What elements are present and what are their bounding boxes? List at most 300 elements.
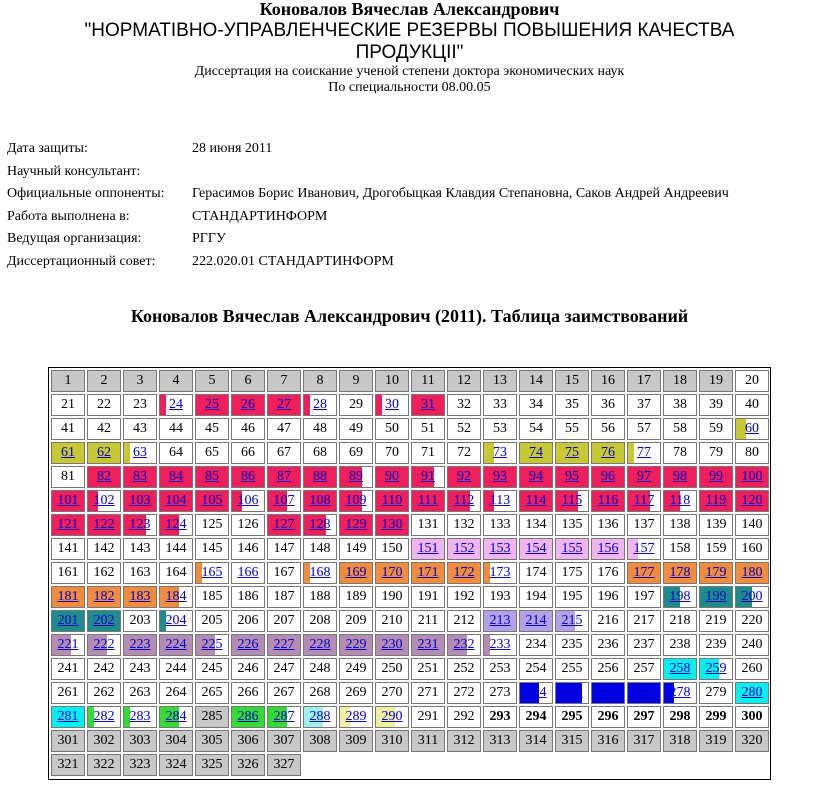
page-link[interactable]: 232	[453, 637, 475, 652]
page-number: 71	[421, 445, 435, 460]
page-link[interactable]: 100	[741, 469, 763, 484]
page-cell-144	[159, 538, 193, 560]
page-cell-310	[375, 730, 409, 752]
page-link[interactable]: 115	[561, 493, 583, 508]
page-cell-88	[303, 466, 337, 488]
page-link[interactable]: 85	[205, 469, 219, 484]
page-cell-19	[699, 370, 733, 392]
page-link[interactable]: 290	[381, 709, 403, 724]
page-link[interactable]: 289	[345, 709, 367, 724]
page-link[interactable]: 213	[489, 613, 511, 628]
page-cell-196	[591, 586, 625, 608]
page-link[interactable]: 112	[453, 493, 475, 508]
page-number: 52	[457, 421, 471, 436]
info-row-organization	[7, 206, 732, 229]
page-link[interactable]: 178	[669, 565, 691, 580]
page-number: 48	[313, 421, 327, 436]
page-link[interactable]: 151	[417, 541, 439, 556]
page-cell-47	[267, 418, 301, 440]
page-link[interactable]: 61	[61, 445, 75, 460]
page-cell-11	[411, 370, 445, 392]
page-link[interactable]: 259	[705, 661, 727, 676]
page-number: 319	[705, 733, 727, 748]
page-cell-282	[87, 706, 121, 728]
page-cell-276	[591, 682, 625, 704]
page-cell-239	[699, 634, 733, 656]
page-cell-177	[627, 562, 661, 584]
page-cell-268	[303, 682, 337, 704]
page-cell-101	[51, 490, 85, 512]
page-link[interactable]: 120	[741, 493, 763, 508]
page-cell-212	[447, 610, 481, 632]
page-link[interactable]: 113	[489, 493, 511, 508]
page-link[interactable]: 62	[97, 445, 111, 460]
page-cell-280	[735, 682, 769, 704]
page-cell-215	[555, 610, 589, 632]
page-number: 143	[129, 541, 151, 556]
page-link[interactable]: 106	[237, 493, 259, 508]
page-link[interactable]: 173	[489, 565, 511, 580]
page-cell-161	[51, 562, 85, 584]
page-number: 35	[565, 397, 579, 412]
page-cell-321	[51, 754, 85, 776]
page-link[interactable]: 154	[525, 541, 547, 556]
page-number: 308	[309, 733, 331, 748]
page-cell-275	[555, 682, 589, 704]
page-link[interactable]: 91	[421, 469, 435, 484]
page-number: 262	[93, 685, 115, 700]
page-link[interactable]: 258	[669, 661, 691, 676]
page-cell-180	[735, 562, 769, 584]
page-cell-258	[663, 658, 697, 680]
page-cell-214	[519, 610, 553, 632]
page-link[interactable]: 92	[457, 469, 471, 484]
page-link[interactable]: 182	[93, 589, 115, 604]
page-link[interactable]: 153	[489, 541, 511, 556]
page-link[interactable]: 90	[385, 469, 399, 484]
page-link[interactable]: 172	[453, 565, 475, 580]
page-cell-224	[159, 634, 193, 656]
page-cell-104	[159, 490, 193, 512]
page-link[interactable]: 278	[669, 685, 691, 700]
page-cell-201	[51, 610, 85, 632]
page-link[interactable]: 222	[93, 637, 115, 652]
page-link[interactable]: 76	[601, 445, 615, 460]
page-cell-244	[159, 658, 193, 680]
page-link[interactable]: 184	[165, 589, 187, 604]
page-link[interactable]: 31	[421, 397, 435, 412]
info-label: Ведущая организация:	[7, 231, 142, 247]
page-cell-293	[483, 706, 517, 728]
page-link[interactable]: 280	[741, 685, 763, 700]
page-link[interactable]: 96	[601, 469, 615, 484]
page-link[interactable]: 287	[273, 709, 295, 724]
page-cell-147	[267, 538, 301, 560]
info-value: 222.020.01 СТАНДАРТИНФОРМ	[192, 253, 394, 269]
page-link[interactable]: 95	[565, 469, 579, 484]
page-cell-304	[159, 730, 193, 752]
page-cell-186	[231, 586, 265, 608]
page-link[interactable]: 74	[529, 445, 543, 460]
page-cell-229	[339, 634, 373, 656]
info-value: РГГУ	[192, 231, 226, 247]
page-number: 140	[741, 517, 763, 532]
page-cell-31	[411, 394, 445, 416]
page-cell-55	[555, 418, 589, 440]
page-number: 46	[241, 421, 255, 436]
page-link[interactable]: 30	[385, 397, 399, 412]
page-cell-185	[195, 586, 229, 608]
page-cell-61	[51, 442, 85, 464]
page-cell-228	[303, 634, 337, 656]
page-link[interactable]: 181	[57, 589, 79, 604]
page-link[interactable]: 130	[381, 517, 403, 532]
info-label: Официальные оппоненты:	[7, 186, 165, 202]
page-cell-169	[339, 562, 373, 584]
page-cell-106	[231, 490, 265, 512]
page-cell-152	[447, 538, 481, 560]
page-link[interactable]: 170	[381, 565, 403, 580]
page-cell-138	[663, 514, 697, 536]
page-cell-191	[411, 586, 445, 608]
page-link[interactable]: 27	[277, 397, 291, 412]
page-cell-73	[483, 442, 517, 464]
page-cell-64	[159, 442, 193, 464]
page-link[interactable]: 227	[273, 637, 295, 652]
page-cell-326	[231, 754, 265, 776]
page-number: 327	[273, 757, 295, 772]
page-link[interactable]: 98	[673, 469, 687, 484]
page-number: 64	[169, 445, 183, 460]
page-link[interactable]: 24	[169, 397, 183, 412]
page-cell-38	[663, 394, 697, 416]
page-number: 307	[273, 733, 295, 748]
page-link[interactable]: 169	[345, 565, 367, 580]
page-link[interactable]: 228	[309, 637, 331, 652]
page-number: 12	[457, 373, 471, 388]
page-link[interactable]: 204	[165, 613, 187, 628]
page-link[interactable]: 86	[241, 469, 255, 484]
page-number: 304	[165, 733, 187, 748]
page-cell-77	[627, 442, 661, 464]
page-link[interactable]: 73	[493, 445, 507, 460]
page-link[interactable]: 288	[309, 709, 331, 724]
page-cell-173	[483, 562, 517, 584]
page-number: 40	[745, 397, 759, 412]
page-number: 160	[741, 541, 763, 556]
page-link[interactable]: 201	[57, 613, 79, 628]
page-number: 326	[237, 757, 259, 772]
page-link[interactable]: 284	[165, 709, 187, 724]
page-cell-165	[195, 562, 229, 584]
page-link[interactable]: 224	[165, 637, 187, 652]
page-cell-25	[195, 394, 229, 416]
page-link[interactable]: 127	[273, 517, 295, 532]
page-number: 133	[489, 517, 511, 532]
page-cell-207	[267, 610, 301, 632]
page-link[interactable]: 168	[309, 565, 331, 580]
page-link[interactable]: 281	[57, 709, 79, 724]
page-link[interactable]: 166	[237, 565, 259, 580]
page-link[interactable]: 221	[57, 637, 79, 652]
page-cell-286	[231, 706, 265, 728]
page-number: 207	[273, 613, 295, 628]
page-number: 244	[165, 661, 187, 676]
page-link[interactable]: 104	[165, 493, 187, 508]
page-cell-295	[555, 706, 589, 728]
defense-info	[7, 138, 732, 273]
page-link[interactable]: 223	[129, 637, 151, 652]
page-link[interactable]: 277	[633, 685, 655, 700]
page-link[interactable]: 231	[417, 637, 439, 652]
page-number: 216	[597, 613, 619, 628]
page-number: 131	[417, 517, 439, 532]
page-cell-29	[339, 394, 373, 416]
page-link[interactable]: 179	[705, 565, 727, 580]
page-number: 188	[309, 589, 331, 604]
page-number: 195	[561, 589, 583, 604]
page-number: 219	[705, 613, 727, 628]
info-table	[7, 138, 732, 273]
page-link[interactable]: 183	[129, 589, 151, 604]
page-link[interactable]: 111	[418, 493, 438, 508]
page-cell-145	[195, 538, 229, 560]
page-link[interactable]: 233	[489, 637, 511, 652]
page-number: 245	[201, 661, 223, 676]
page-link[interactable]: 157	[633, 541, 655, 556]
page-cell-134	[519, 514, 553, 536]
page-link[interactable]: 226	[237, 637, 259, 652]
page-link[interactable]: 276	[597, 685, 619, 700]
page-cell-78	[663, 442, 697, 464]
page-cell-194	[519, 586, 553, 608]
info-value: Герасимов Борис Иванович, Дрогобыцкая Клавдия Степановна, Саков Андрей Андреевич	[192, 186, 729, 202]
page-number: 135	[561, 517, 583, 532]
page-link[interactable]: 118	[669, 493, 691, 508]
page-link[interactable]: 114	[525, 493, 547, 508]
page-cell-327	[267, 754, 301, 776]
page-link[interactable]: 165	[201, 565, 223, 580]
page-link[interactable]: 116	[597, 493, 619, 508]
page-cell-109	[339, 490, 373, 512]
page-cell-34	[519, 394, 553, 416]
page-cell-267	[267, 682, 301, 704]
page-number: 265	[201, 685, 223, 700]
page-link[interactable]: 198	[669, 589, 691, 604]
page-link[interactable]: 87	[277, 469, 291, 484]
page-number: 44	[169, 421, 183, 436]
page-number: 149	[345, 541, 367, 556]
page-link[interactable]: 63	[133, 445, 147, 460]
page-cell-18	[663, 370, 697, 392]
page-link[interactable]: 129	[345, 517, 367, 532]
page-number: 65	[205, 445, 219, 460]
page-number: 300	[741, 709, 763, 724]
page-link[interactable]: 128	[309, 517, 331, 532]
page-cell-16	[591, 370, 625, 392]
page-number: 41	[61, 421, 75, 436]
page-link[interactable]: 84	[169, 469, 183, 484]
page-number: 34	[529, 397, 543, 412]
page-cell-121	[51, 514, 85, 536]
page-link[interactable]: 121	[57, 517, 79, 532]
page-number: 37	[637, 397, 651, 412]
page-cell-318	[663, 730, 697, 752]
page-cell-287	[267, 706, 301, 728]
page-link[interactable]: 124	[165, 517, 187, 532]
page-cell-105	[195, 490, 229, 512]
page-cell-299	[699, 706, 733, 728]
page-cell-153	[483, 538, 517, 560]
page-cell-23	[123, 394, 157, 416]
page-cell-139	[699, 514, 733, 536]
page-number: 301	[57, 733, 79, 748]
page-link[interactable]: 109	[345, 493, 367, 508]
page-cell-92	[447, 466, 481, 488]
page-link[interactable]: 75	[565, 445, 579, 460]
page-link[interactable]: 225	[201, 637, 223, 652]
page-link[interactable]: 107	[273, 493, 295, 508]
page-link[interactable]: 155	[561, 541, 583, 556]
page-link[interactable]: 156	[597, 541, 619, 556]
page-cell-243	[123, 658, 157, 680]
page-cell-46	[231, 418, 265, 440]
page-cell-246	[231, 658, 265, 680]
page-link[interactable]: 286	[237, 709, 259, 724]
page-link[interactable]: 202	[93, 613, 115, 628]
page-cell-96	[591, 466, 625, 488]
page-number: 218	[669, 613, 691, 628]
page-link[interactable]: 99	[709, 469, 723, 484]
page-number: 17	[637, 373, 651, 388]
page-cell-211	[411, 610, 445, 632]
page-link[interactable]: 180	[741, 565, 763, 580]
author-name: Коновалов Вячеслав Александрович	[259, 0, 560, 19]
page-cell-251	[411, 658, 445, 680]
page-link[interactable]: 102	[93, 493, 115, 508]
page-cell-182	[87, 586, 121, 608]
page-number: 261	[57, 685, 79, 700]
page-number: 51	[421, 421, 435, 436]
page-cell-259	[699, 658, 733, 680]
page-cell-203	[123, 610, 157, 632]
page-cell-235	[555, 634, 589, 656]
page-number: 174	[525, 565, 547, 580]
page-cell-43	[123, 418, 157, 440]
page-link[interactable]: 25	[205, 397, 219, 412]
page-number: 257	[633, 661, 655, 676]
page-number: 134	[525, 517, 547, 532]
page-cell-307	[267, 730, 301, 752]
page-cell-319	[699, 730, 733, 752]
page-cell-219	[699, 610, 733, 632]
page-link[interactable]: 60	[745, 421, 759, 436]
page-cell-54	[519, 418, 553, 440]
page-number: 252	[453, 661, 475, 676]
page-number: 209	[345, 613, 367, 628]
page-number: 250	[381, 661, 403, 676]
page-cell-284	[159, 706, 193, 728]
page-cell-220	[735, 610, 769, 632]
page-cell-128	[303, 514, 337, 536]
page-link[interactable]: 200	[741, 589, 763, 604]
page-link[interactable]: 171	[417, 565, 439, 580]
page-cell-189	[339, 586, 373, 608]
page-number: 54	[529, 421, 543, 436]
page-number: 271	[417, 685, 439, 700]
page-link[interactable]: 119	[705, 493, 727, 508]
page-number: 15	[565, 373, 579, 388]
page-link[interactable]: 28	[313, 397, 327, 412]
page-cell-149	[339, 538, 373, 560]
page-link[interactable]: 77	[637, 445, 651, 460]
page-cell-69	[339, 442, 373, 464]
page-link[interactable]: 283	[129, 709, 151, 724]
page-link[interactable]: 282	[93, 709, 115, 724]
page-cell-42	[87, 418, 121, 440]
page-link[interactable]: 94	[529, 469, 543, 484]
page-link[interactable]: 230	[381, 637, 403, 652]
page-cell-2	[87, 370, 121, 392]
page-link[interactable]: 97	[637, 469, 651, 484]
page-cell-202	[87, 610, 121, 632]
page-link[interactable]: 82	[97, 469, 111, 484]
page-link[interactable]: 152	[453, 541, 475, 556]
page-cell-123	[123, 514, 157, 536]
page-link[interactable]: 199	[705, 589, 727, 604]
page-link[interactable]: 275	[561, 685, 583, 700]
page-cell-303	[123, 730, 157, 752]
page-link[interactable]: 93	[493, 469, 507, 484]
page-link[interactable]: 229	[345, 637, 367, 652]
page-link[interactable]: 101	[57, 493, 79, 508]
page-link[interactable]: 123	[129, 517, 151, 532]
page-link[interactable]: 274	[525, 685, 547, 700]
page-number: 293	[489, 709, 511, 724]
page-link[interactable]: 83	[133, 469, 147, 484]
page-link[interactable]: 26	[241, 397, 255, 412]
page-link[interactable]: 110	[381, 493, 403, 508]
page-cell-175	[555, 562, 589, 584]
page-link[interactable]: 214	[525, 613, 547, 628]
page-cell-216	[591, 610, 625, 632]
page-link[interactable]: 88	[313, 469, 327, 484]
page-cell-226	[231, 634, 265, 656]
page-cell-290	[375, 706, 409, 728]
page-number: 33	[493, 397, 507, 412]
page-link[interactable]: 105	[201, 493, 223, 508]
page-cell-3	[123, 370, 157, 392]
borrowings-table-title: Коновалов Вячеслав Александрович (2011). Таблица заимствований	[130, 306, 689, 326]
page-link[interactable]: 103	[129, 493, 151, 508]
page-link[interactable]: 89	[349, 469, 363, 484]
page-cell-174	[519, 562, 553, 584]
page-link[interactable]: 117	[633, 493, 655, 508]
page-cell-70	[375, 442, 409, 464]
page-cell-60	[735, 418, 769, 440]
page-link[interactable]: 177	[633, 565, 655, 580]
page-number: 321	[57, 757, 79, 772]
page-link[interactable]: 122	[93, 517, 115, 532]
page-cell-131	[411, 514, 445, 536]
page-number: 50	[385, 421, 399, 436]
page-link[interactable]: 108	[309, 493, 331, 508]
page-link[interactable]: 215	[561, 613, 583, 628]
page-number: 318	[669, 733, 691, 748]
page-number: 58	[673, 421, 687, 436]
page-number: 145	[201, 541, 223, 556]
page-cell-324	[159, 754, 193, 776]
